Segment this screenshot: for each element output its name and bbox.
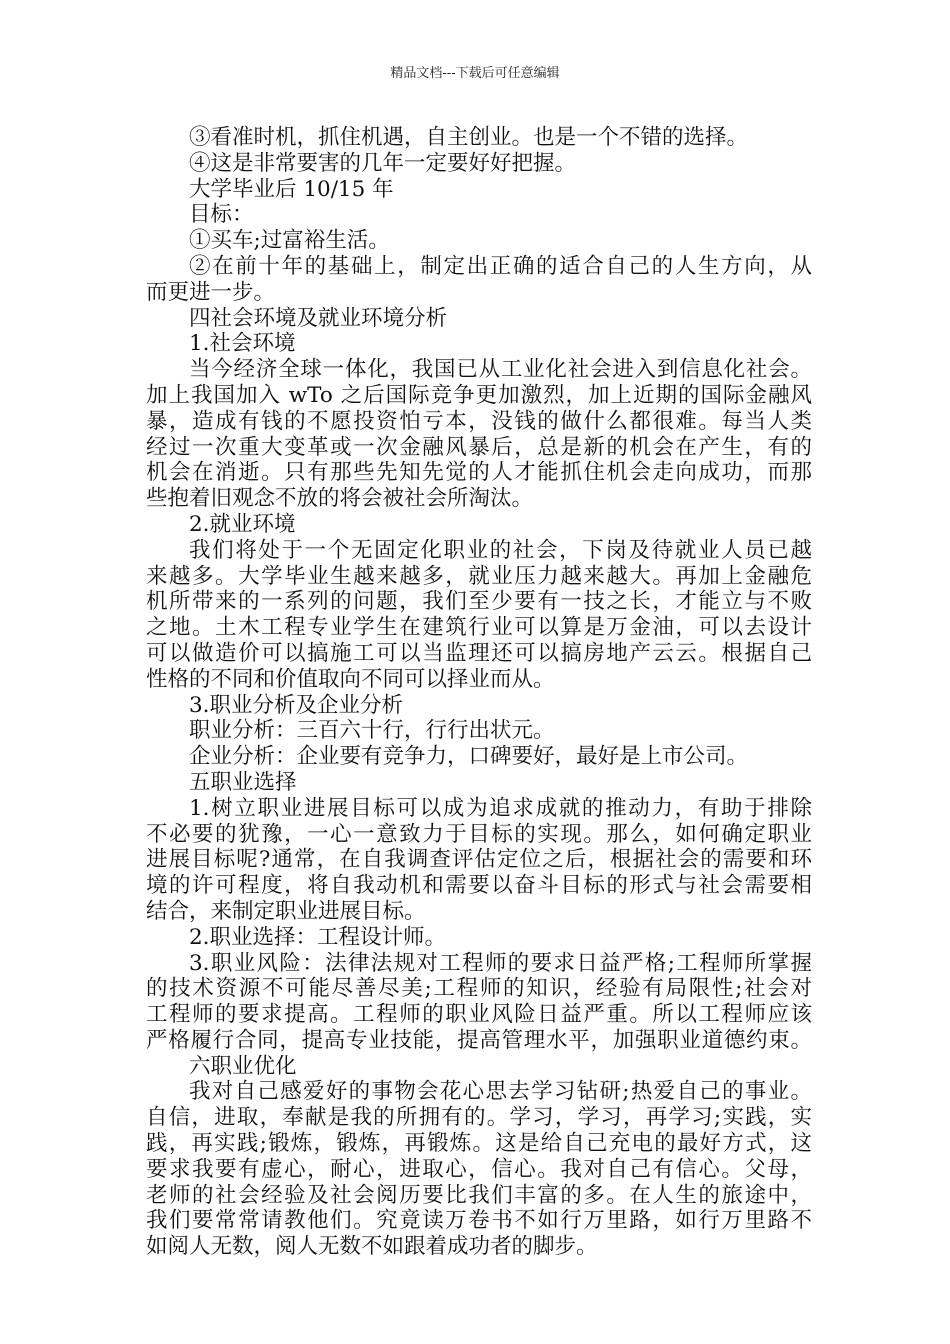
- document-body: [146, 125, 812, 1260]
- text-line: 不必要的犹豫，一心一意致力于目标的实现。那么，如何确定职业: [146, 821, 812, 847]
- text-line: 严格履行合同，提高专业技能，提高管理水平，加强职业道德约束。: [146, 1027, 812, 1053]
- text-line: 如阅人无数，阅人无数不如跟着成功者的脚步。: [146, 1234, 598, 1260]
- text-line: 四社会环境及就业环境分析: [189, 305, 448, 331]
- text-line: 我们要常常请教他们。究竟读万卷书不如行万里路，如行万里路不: [146, 1208, 812, 1234]
- text-line: ①买车;过富裕生活。: [189, 228, 390, 254]
- text-line: 之地。土木工程专业学生在建筑行业可以算是万金油，可以去设计: [146, 615, 812, 641]
- text-line: 目标：: [189, 202, 254, 228]
- text-line: 经过一次重大变革或一次金融风暴后，总是新的机会在产生，有的: [146, 434, 812, 460]
- text-line: 1.社会环境: [189, 331, 296, 357]
- text-line: 践，再实践;锻炼，锻炼，再锻炼。这是给自己充电的最好方式，这: [146, 1131, 812, 1157]
- text-line: 机会在消逝。只有那些先知先觉的人才能抓住机会走向成功，而那: [146, 460, 812, 486]
- text-line: 进展目标呢?通常，在自我调查评估定位之后，根据社会的需要和环: [146, 847, 812, 873]
- text-line: 我对自己感爱好的事物会花心思去学习钻研;热爱自己的事业。: [189, 1079, 812, 1105]
- text-line: 结合，来制定职业进展目标。: [146, 898, 426, 924]
- text-line: 机所带来的一系列的问题，我们至少要有一技之长，才能立与不败: [146, 589, 812, 615]
- text-line: 2.就业环境: [189, 511, 296, 537]
- text-line: 当今经济全球一体化，我国已从工业化社会进入到信息化社会。: [189, 357, 812, 383]
- text-line: 老师的社会经验及社会阅历要比我们丰富的多。在人生的旅途中，: [146, 1182, 812, 1208]
- text-line: 的技术资源不可能尽善尽美;工程师的知识，经验有局限性;社会对: [146, 976, 812, 1002]
- text-line: 我们将处于一个无固定化职业的社会，下岗及待就业人员已越: [189, 537, 812, 563]
- text-line: 可以做造价可以搞施工可以当监理还可以搞房地产云云。根据自己: [146, 640, 812, 666]
- text-line: 工程师的要求提高。工程师的职业风险日益严重。所以工程师应该: [146, 1002, 812, 1028]
- text-line: 加上我国加入 wTo 之后国际竞争更加激烈，加上近期的国际金融风: [146, 382, 812, 408]
- text-line: 1.树立职业进展目标可以成为追求成就的推动力，有助于排除: [189, 795, 812, 821]
- text-line: 3.职业分析及企业分析: [189, 692, 404, 718]
- text-line: 2.职业选择：工程设计师。: [189, 924, 447, 950]
- text-line: 境的许可程度，将自我动机和需要以奋斗目标的形式与社会需要相: [146, 873, 812, 899]
- text-line: 3.职业风险：法律法规对工程师的要求日益严格;工程师所掌握: [189, 950, 812, 976]
- text-line: 职业分析：三百六十行，行行出状元。: [189, 718, 555, 744]
- text-line: 六职业优化: [189, 1053, 297, 1079]
- text-line: 性格的不同和价值取向不同可以择业而从。: [146, 666, 555, 692]
- text-line: 暴，造成有钱的不愿投资怕亏本，没钱的做什么都很难。每当人类: [146, 408, 812, 434]
- text-line: 要求我要有虚心，耐心，进取心，信心。我对自己有信心。父母，: [146, 1156, 812, 1182]
- text-line: 五职业选择: [189, 769, 297, 795]
- text-line: ②在前十年的基础上，制定出正确的适合自己的人生方向，从: [189, 253, 812, 279]
- text-line: 而更进一步。: [146, 279, 276, 305]
- text-line: ④这是非常要害的几年一定要好好把握。: [189, 150, 577, 176]
- text-line: 些抱着旧观念不放的将会被社会所淘汰。: [146, 486, 534, 512]
- text-line: 大学毕业后 10/15 年: [189, 176, 394, 202]
- text-line: 来越多。大学毕业生越来越多，就业压力越来越大。再加上金融危: [146, 563, 812, 589]
- text-line: ③看准时机，抓住机遇，自主创业。也是一个不错的选择。: [189, 125, 749, 150]
- page-header: 精品文档---下载后可任意编辑: [390, 66, 560, 81]
- text-line: 企业分析：企业要有竞争力，口碑要好，最好是上市公司。: [189, 744, 749, 770]
- text-line: 自信，进取，奉献是我的所拥有的。学习，学习，再学习;实践，实: [146, 1105, 812, 1131]
